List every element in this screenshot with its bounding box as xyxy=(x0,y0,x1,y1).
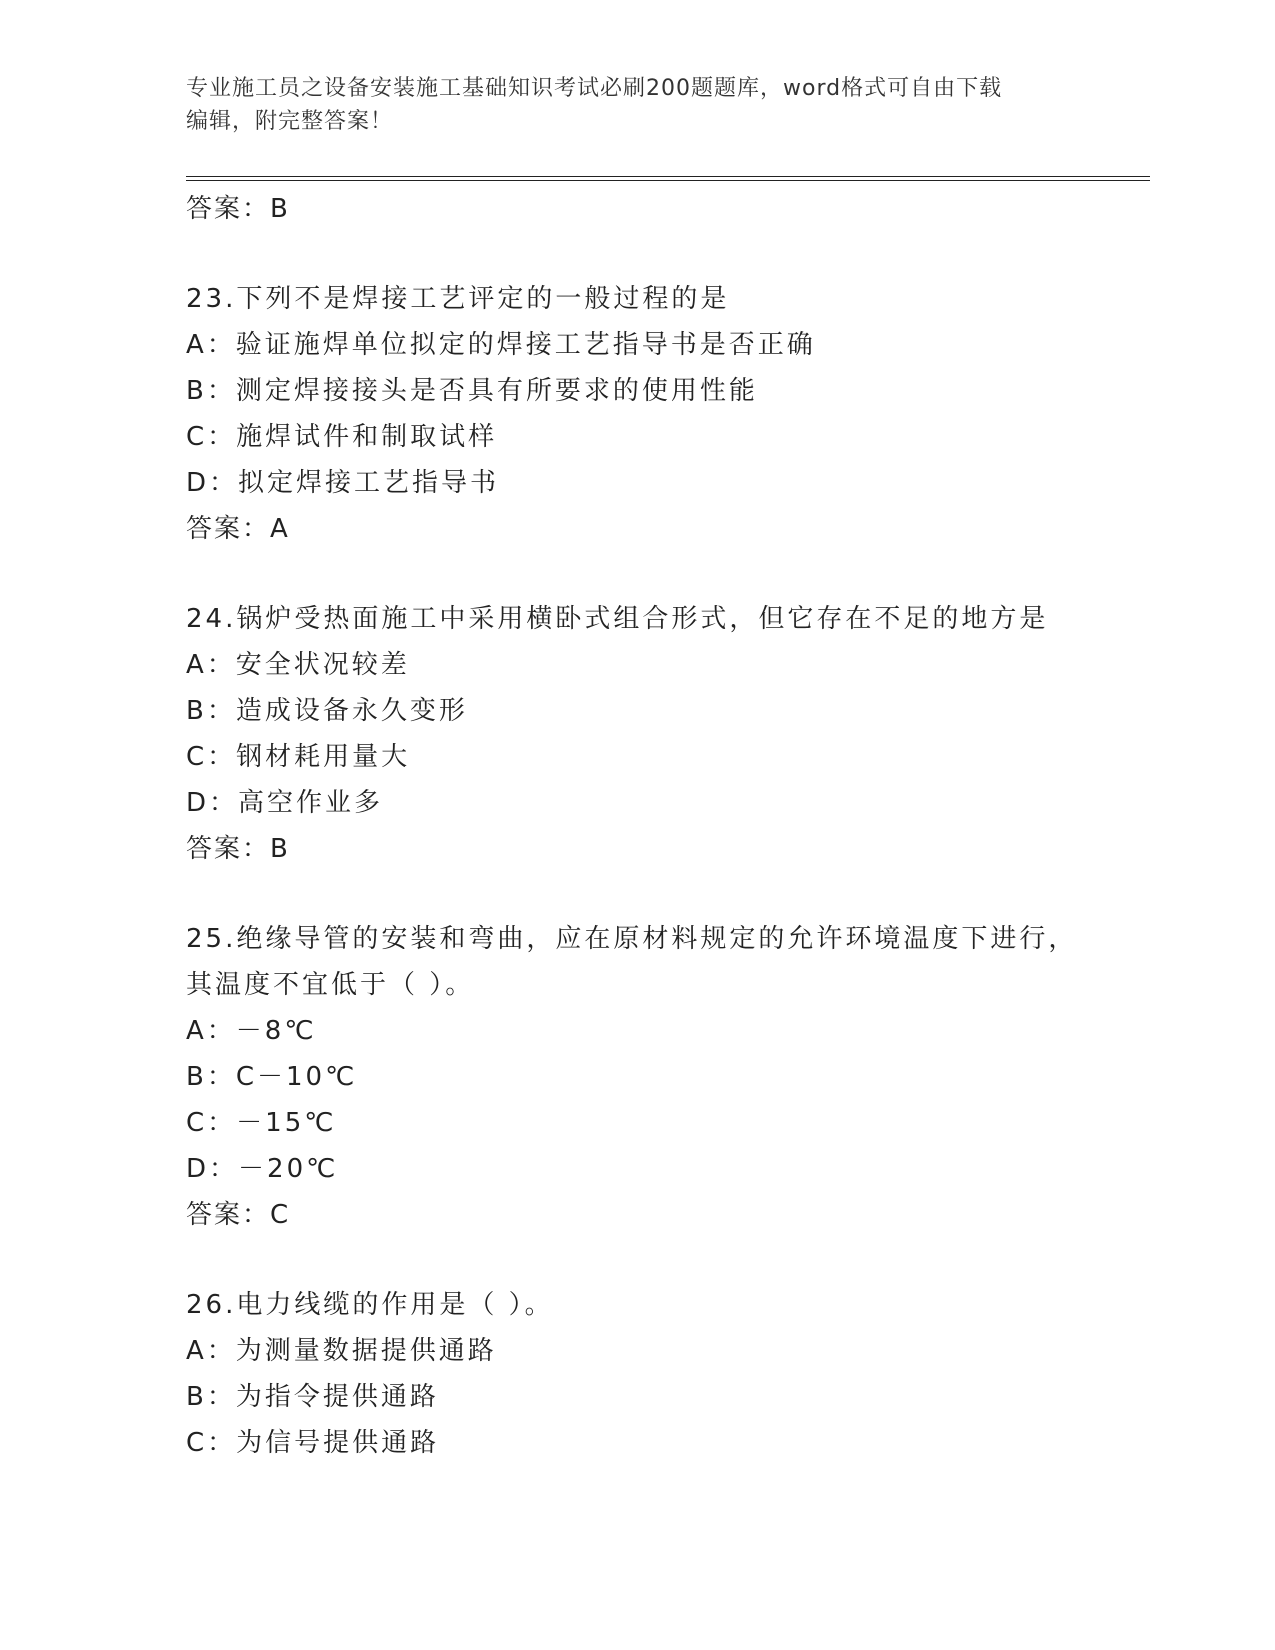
block-gap xyxy=(186,872,1150,916)
option-d: D：拟定焊接工艺指导书 xyxy=(186,468,500,498)
question-stem: 25.绝缘导管的安装和弯曲，应在原材料规定的允许环境温度下进行， xyxy=(186,924,1078,954)
answer-line: 答案：C xyxy=(186,1200,291,1230)
question-stem-continued: 其温度不宜低于（ ）。 xyxy=(186,970,475,1000)
option-c: C：钢材耗用量大 xyxy=(186,742,411,772)
option-b: B：测定焊接接头是否具有所要求的使用性能 xyxy=(186,376,758,406)
option-c: C：施焊试件和制取试样 xyxy=(186,422,498,452)
question-23 xyxy=(186,276,1150,552)
option-c: C：为信号提供通路 xyxy=(186,1428,440,1458)
option-a: A：验证施焊单位拟定的焊接工艺指导书是否正确 xyxy=(186,330,816,360)
question-24 xyxy=(186,596,1150,872)
option-b: B：为指令提供通路 xyxy=(186,1382,439,1412)
option-d: D：－20℃ xyxy=(186,1154,339,1184)
question-content xyxy=(186,186,1150,1466)
question-stem: 24.锅炉受热面施工中采用横卧式组合形式，但它存在不足的地方是 xyxy=(186,604,1049,634)
option-d: D：高空作业多 xyxy=(186,788,384,818)
option-b: B：C－10℃ xyxy=(186,1062,358,1092)
header-double-rule xyxy=(186,176,1150,181)
block-gap xyxy=(186,232,1150,276)
option-c: C：－15℃ xyxy=(186,1108,337,1138)
option-a: A：安全状况较差 xyxy=(186,650,410,680)
option-a: A：为测量数据提供通路 xyxy=(186,1336,497,1366)
block-gap xyxy=(186,552,1150,596)
answer-line: 答案：B xyxy=(186,194,290,224)
answer-line: 答案：B xyxy=(186,834,290,864)
document-header xyxy=(186,72,1086,138)
option-b: B：造成设备永久变形 xyxy=(186,696,468,726)
header-line-2: 编辑，附完整答案！ xyxy=(186,109,394,134)
answer-line: 答案：A xyxy=(186,514,290,544)
question-stem: 23.下列不是焊接工艺评定的一般过程的是 xyxy=(186,284,730,314)
header-line-1: 专业施工员之设备安装施工基础知识考试必刷200题题库，word格式可自由下载 xyxy=(186,76,1003,101)
option-a: A：－8℃ xyxy=(186,1016,317,1046)
block-gap xyxy=(186,1238,1150,1282)
question-stem: 26.电力线缆的作用是（ ）。 xyxy=(186,1290,554,1320)
question-25 xyxy=(186,916,1150,1238)
question-26 xyxy=(186,1282,1150,1466)
